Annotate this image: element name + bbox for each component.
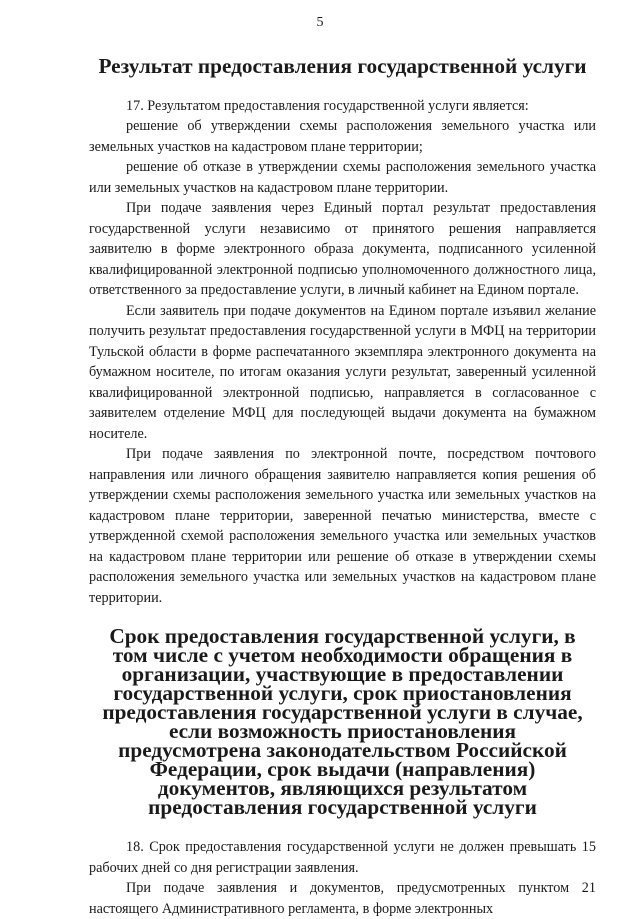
paragraph: При подаче заявления и документов, предусмотренных пунктом 21 настоящего Административного регламента, в форме электронных bbox=[89, 880, 596, 917]
paragraph: решение об отказе в утверждении схемы расположения земельного участка или земельных участков на кадастровом плане территории. bbox=[89, 159, 596, 196]
paragraph: При подаче заявления по электронной почте, посредством почтового направления или личного обращения заявителю направляется копия решения об утверждении схемы расположения земельного участка или земельных участков на кадастровом плане территории, заверенной печатью министерства, вместе с утвержденной схемой расположения земельного участка или земельных участков на кадастровом плане территории или решение об отказе в утверждении схемы расположения земельного участка или земельных участков на кадастровом плане территории. bbox=[89, 446, 596, 606]
section-heading-term: Срок предоставления государственной услуги, в том числе с учетом необходимости обращения в организации, участвующие в предоставлении государственной услуги, срок приостановления предоставления государственной услуги в случае, если возможность приостановления предусмотрена законодательством Российской Федерации, срок выдачи (направления) документов, являющихся результатом предоставления государственной услуги bbox=[102, 624, 583, 819]
section-heading-result: Результат предоставления государственной услуги bbox=[98, 54, 587, 78]
paragraph: 18. Срок предоставления государственной услуги не должен превышать 15 рабочих дней со дня регистрации заявления. bbox=[89, 839, 596, 876]
paragraph: решение об утверждении схемы расположения земельного участка или земельных участков на кадастровом плане территории; bbox=[89, 118, 596, 155]
paragraph: Если заявитель при подаче документов на Едином портале изъявил желание получить результат предоставления государственной услуги в МФЦ на территории Тульской области в форме распечатанного экземпляра электронного документа на бумажном носителе, по итогам оказания услуги результат, заверенный усиленной квалифицированной электронной подписью, направляется в согласованное с заявителем отделение МФЦ для последующей выдачи документа на бумажном носителе. bbox=[89, 302, 596, 442]
paragraph: 17. Результатом предоставления государственной услуги является: bbox=[126, 97, 529, 114]
document-body bbox=[89, 56, 596, 919]
paragraph: При подаче заявления через Единый портал результат предоставления государственной услуги независимо от принятого решения направляется заявителю в форме электронного образа документа, подписанного усиленной квалифицированной электронной подписью уполномоченного должностного лица, ответственного за предоставление услуги, в личный кабинет на Едином портале. bbox=[89, 200, 596, 298]
page-number: 5 bbox=[316, 15, 324, 30]
